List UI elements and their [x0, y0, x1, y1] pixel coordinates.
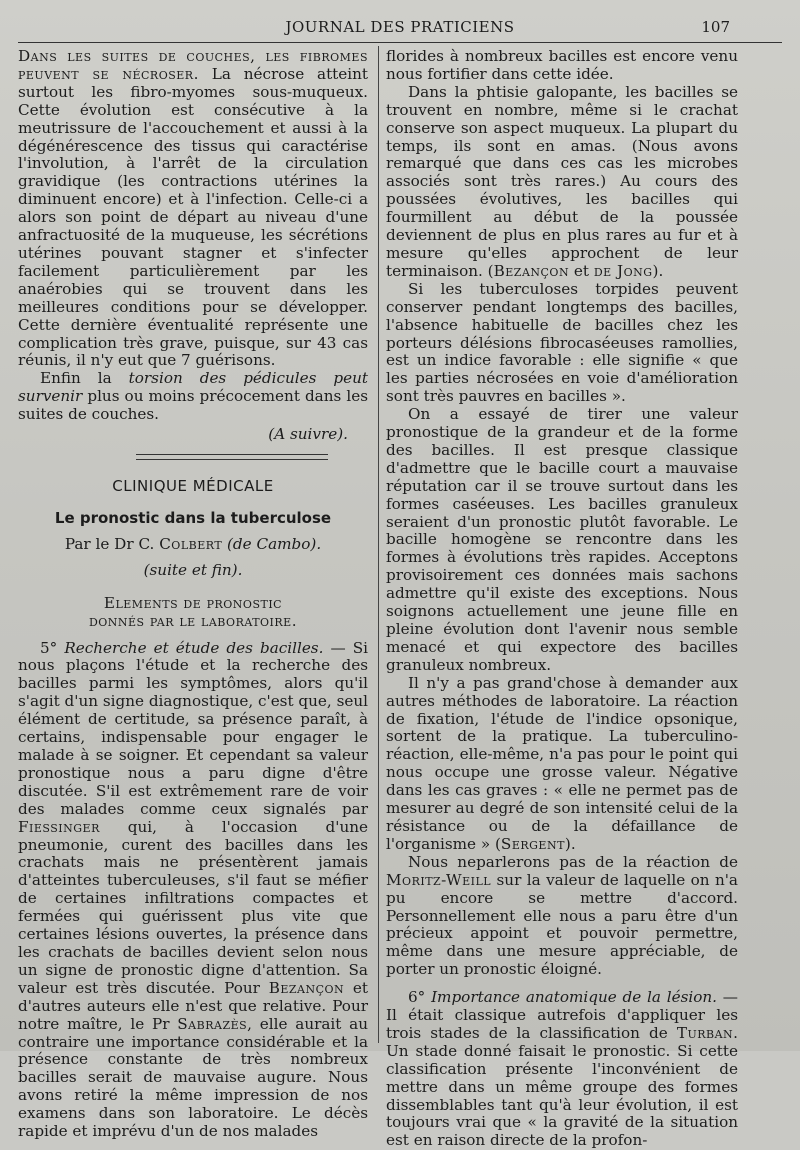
- paragraph-lead: Dans les suites de couches, les fibromes peuvent se nécroser.: [18, 47, 368, 83]
- paragraph-forme-bacilles: On a essayé de tirer une valeur pronostique de la grandeur et de la forme des bacilles. Il est presque classique d'admettre que le bacille court a mauvaise réputation car il se trouve surtout dans les formes caséeuses. Les bacilles granuleux seraient d'un pronostic plutôt favorable. Le bacille homogène se rencontre dans les formes à évolutions très rapides. Acceptons provisoirement ces données mais sachons admettre qu'il existe des exceptions. Nous soignons actuellement une jeune fille en pleine évolution dont l'avenir nous semble menacé et qui expectore des bacilles granuleux nombreux.: [386, 405, 738, 674]
- subheading: Elements de pronostic donnés par le laboratoire.: [88, 593, 298, 630]
- column-divider: [378, 46, 379, 1043]
- article-subtitle: (suite et fin).: [143, 560, 243, 579]
- a-suivre: (A suivre).: [268, 425, 348, 444]
- paragraph-florides: florides à nombreux bacilles est encore venu nous fortifier dans cette idée.: [386, 47, 738, 83]
- section-separator: [136, 454, 328, 460]
- paragraph-fibromes: Dans les suites de couches, les fibromes peuvent se nécroser. La nécrose atteint surtout les fibro-myomes sous-muqueux. Cette évolution est consécutive à la meutrissure de l'accouchement et aussi à la dégénérescence des tissus qui caractérise l'involution, à l'arrêt de la circulation gravidique (les contractions utérines la diminuent encore) et à l'infection. Celle-ci a alors son point de départ au niveau d'une anfractuosité de la muqueuse, les sécrétions utérines pouvant stagner et s'infecter facilement particulièrement par les anaérobies qui se trouvent dans les meilleures conditions pour se développer. Cette dernière éventualité représente une complication très grave, puisque, sur 43 cas réunis, il n'y eut que 7 guérisons.: [18, 47, 369, 370]
- header-rule: [18, 42, 782, 43]
- article-title: Le pronostic dans la tuberculose: [54, 508, 332, 527]
- section-title: CLINIQUE MÉDICALE: [112, 476, 274, 495]
- paragraph-torpides: Si les tuberculoses torpides peuvent conserver pendant longtemps des bacilles, l'absence habituelle de bacilles chez les porteurs délésions fibrocaséeuses ramollies, est un indice favorable : elle signifie « que les parties nécrosées en voie d'amélioration sont très pauvres en bacilles ».: [386, 279, 738, 406]
- byline: Par le Dr C. Colbert (de Cambo).: [64, 534, 322, 553]
- paragraph-phtisie: Dans la phtisie galopante, les bacilles se trouvent en nombre, même si le crachat conserve son aspect muqueux. La plupart du temps, ils sont en amas. (Nous avons remarqué que dans ces cas les microbes associés sont très rares.) Au cours des poussées évolutives, les bacilles qui fourmillent au début de la poussée deviennent de plus en plus rares au fur et à mesure qu'elles approchent de leur terminaison. (Bezançon et de Jong).: [386, 82, 738, 280]
- journal-title: JOURNAL DES PRATICIENS: [285, 18, 515, 36]
- paragraph-importance: 6° Importance anatomique de la lésion. — Il était classique autrefois d'appliquer les trois stades de la classification de Turban. Un stade donné faisait le pronostic. Si cette classification présente l'inconvénient de mettre dans un même groupe des formes dissemblables tant qu'à leur évolution, il est toujours vrai que « la gravité de la situation est en raison directe de la profon-: [386, 988, 738, 1150]
- paragraph-torsion: Enfin la torsion des pédicules peut survenir plus ou moins précocement dans les suites de couches.: [18, 369, 368, 424]
- left-column: [18, 47, 369, 1141]
- page-number: 107: [701, 18, 730, 36]
- author-name: Colbert: [159, 534, 223, 553]
- paragraph-methodes: Il n'y a pas grand'chose à demander aux autres méthodes de laboratoire. La réaction de fixation, l'étude de l'indice opsonique, sortent de la pratique. La tuberculino-réaction, elle-même, n'a pas pour le point qui nous occupe une grosse valeur. Négative dans les cas graves : « elle ne permet pas de mesurer au degré de son intensité celui de la résistance ou de la défaillance de l'organisme » (Sergent).: [386, 673, 738, 853]
- right-column: [386, 47, 738, 1150]
- page-header: [0, 12, 800, 42]
- paragraph-bacilles: 5° Recherche et étude des bacilles. — Si nous plaçons l'étude et la recherche des bacilles parmi les symptômes, alors qu'il s'agit d'un signe diagnostique, c'est que, seul élément de certitude, sa présence paraît, à certains, indispensable pour engager le malade à se soigner. Et cependant sa valeur pronostique nous a paru digne d'être discutée. S'il est extrêmement rare de voir des malades comme ceux signalés par Fiessinger qui, à l'occasion d'une pneumonie, curent des bacilles dans les crachats mais ne présentèrent jamais d'atteintes tuberculeuses, s'il faut se méfier de certaines infiltrations compactes et fermées qui guérissent plus vite que certaines lésions ouvertes, la présence dans les crachats de bacilles devient selon nous un signe de pronostic digne d'attention. Sa valeur est très discutée. Pour Bezançon et d'autres auteurs elle n'est que relative. Pour notre maître, le Pr Sabrazès, elle aurait au contraire une importance considérable et la présence constante de très nombreux bacilles serait de mauvaise augure. Nous avons retiré la même impression de nos examens dans son laboratoire. Le décès rapide et imprévu d'un de nos malades: [18, 638, 369, 1141]
- paragraph-moritz-weill: Nous neparlerons pas de la réaction de Moritz-Weill sur la valeur de laquelle on n'a pu encore se mettre d'accord. Personnellement elle nous a paru être d'un précieux appoint et pouvoir permettre, même dans une mesure appréciable, de porter un pronostic éloigné.: [386, 852, 738, 979]
